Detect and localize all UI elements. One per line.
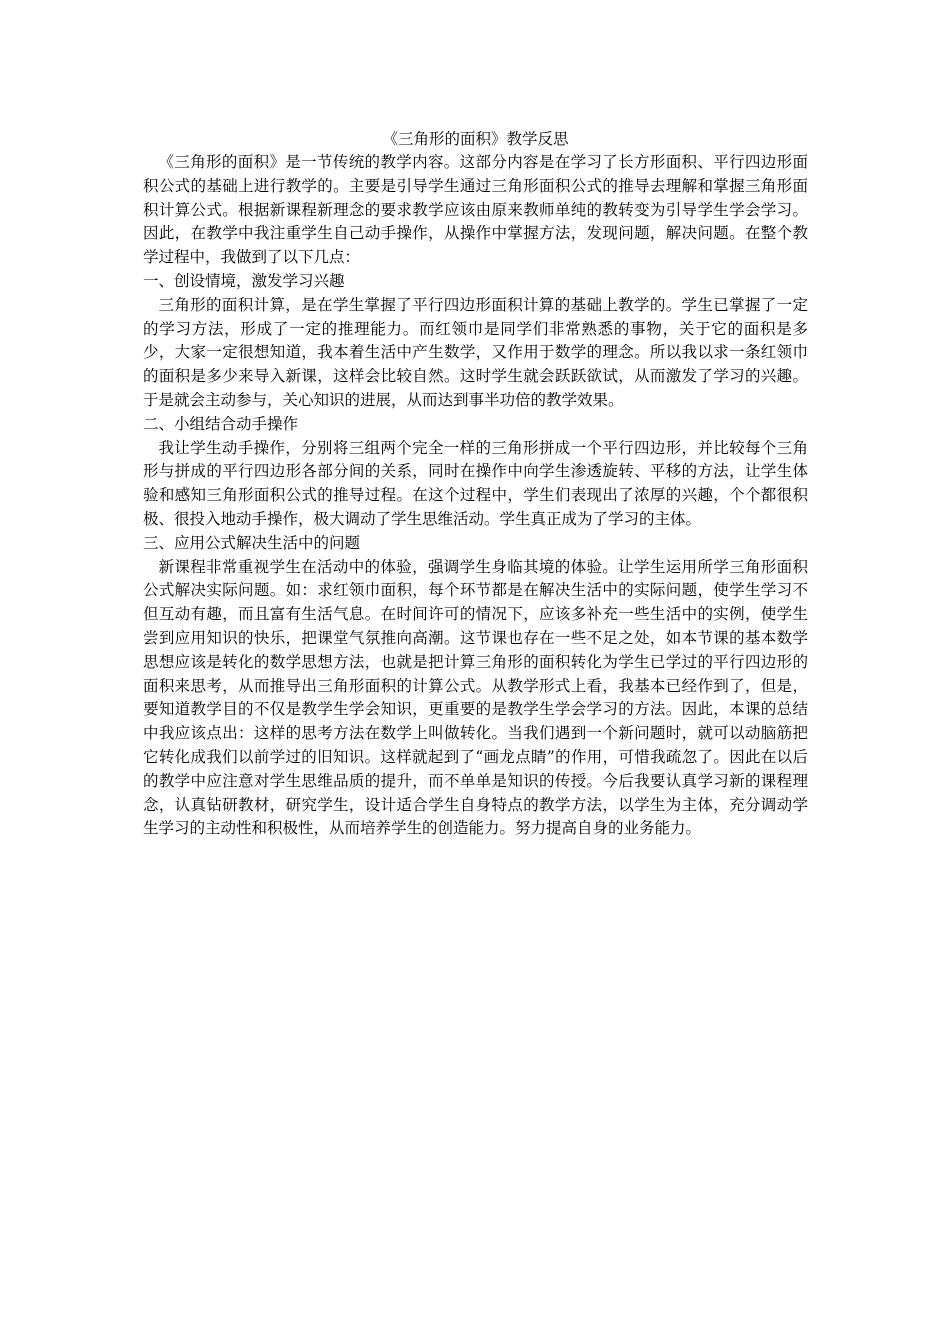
section-heading-3: 三、应用公式解决生活中的问题 <box>143 533 361 552</box>
section-body-2: 我让学生动手操作，分别将三组两个完全一样的三角形拼成一个平行四边形，并比较每个三角形与拼成的平行四边形各部分间的关系，同时在操作中向学生渗透旋转、平移的方法，让学生体验和感知三角形面积公式的推导过程。在这个过程中，学生们表现出了浓厚的兴趣，个个都很积极、很投入地动手操作，极大调动了学生思维活动。学生真正成为了学习的主体。 <box>143 438 808 528</box>
section-body-1: 三角形的面积计算，是在学生掌握了平行四边形面积计算的基础上教学的。学生已掌握了一定的学习方法，形成了一定的推理能力。而红领巾是同学们非常熟悉的事物，关于它的面积是多少，大家一定很想知道，我本着生活中产生数学，又作用于数学的理念。所以我以求一条红领巾的面积是多少来导入新课，这样会比较自然。这时学生就会跃跃欲试，从而激发了学习的兴趣。于是就会主动参与，关心知识的进展，从而达到事半功倍的教学效果。 <box>143 295 808 409</box>
section-heading-2: 二、小组结合动手操作 <box>143 414 299 433</box>
document-title: 《三角形的面积》教学反思 <box>382 130 569 148</box>
document-page <box>143 127 808 841</box>
section-heading-1: 一、创设情境，激发学习兴趣 <box>143 271 345 290</box>
section-body-3: 新课程非常重视学生在活动中的体验，强调学生身临其境的体验。让学生运用所学三角形面积公式解决实际问题。如：求红领巾面积，每个环节都是在解决生活中的实际问题，使学生学习不但互动有趣，而且富有生活气息。在时间许可的情况下，应该多补充一些生活中的实例，使学生尝到应用知识的快乐，把课堂气氛推向高潮。这节课也存在一些不足之处，如本节课的基本数学思想应该是转化的数学思想方法，也就是把计算三角形的面积转化为学生已学过的平行四边形的面积来思考，从而推导出三角形面积的计算公式。从教学形式上看，我基本已经作到了，但是，要知道教学目的不仅是教学生学会知识，更重要的是教学生学会学习的方法。因此，本课的总结中我应该点出：这样的思考方法在数学上叫做转化。当我们遇到一个新问题时，就可以动脑筋把它转化成我们以前学过的旧知识。这样就起到了“画龙点睛”的作用，可惜我疏忽了。因此在以后的教学中应注意对学生思维品质的提升，而不单单是知识的传授。今后我要认真学习新的课程理念，认真钻研教材，研究学生，设计适合学生自身特点的教学方法，以学生为主体，充分调动学生学习的主动性和积极性，从而培养学生的创造能力。努力提高自身的业务能力。 <box>143 557 808 838</box>
intro-paragraph: 《三角形的面积》是一节传统的教学内容。这部分内容是在学习了长方形面积、平行四边形面积公式的基础上进行教学的。主要是引导学生通过三角形面积公式的推导去理解和掌握三角形面积计算公式。根据新课程新理念的要求教学应该由原来教师单纯的教转变为引导学生学会学习。因此，在教学中我注重学生自己动手操作，从操作中掌握方法，发现问题，解决问题。在整个教学过程中，我做到了以下几点： <box>143 153 808 267</box>
